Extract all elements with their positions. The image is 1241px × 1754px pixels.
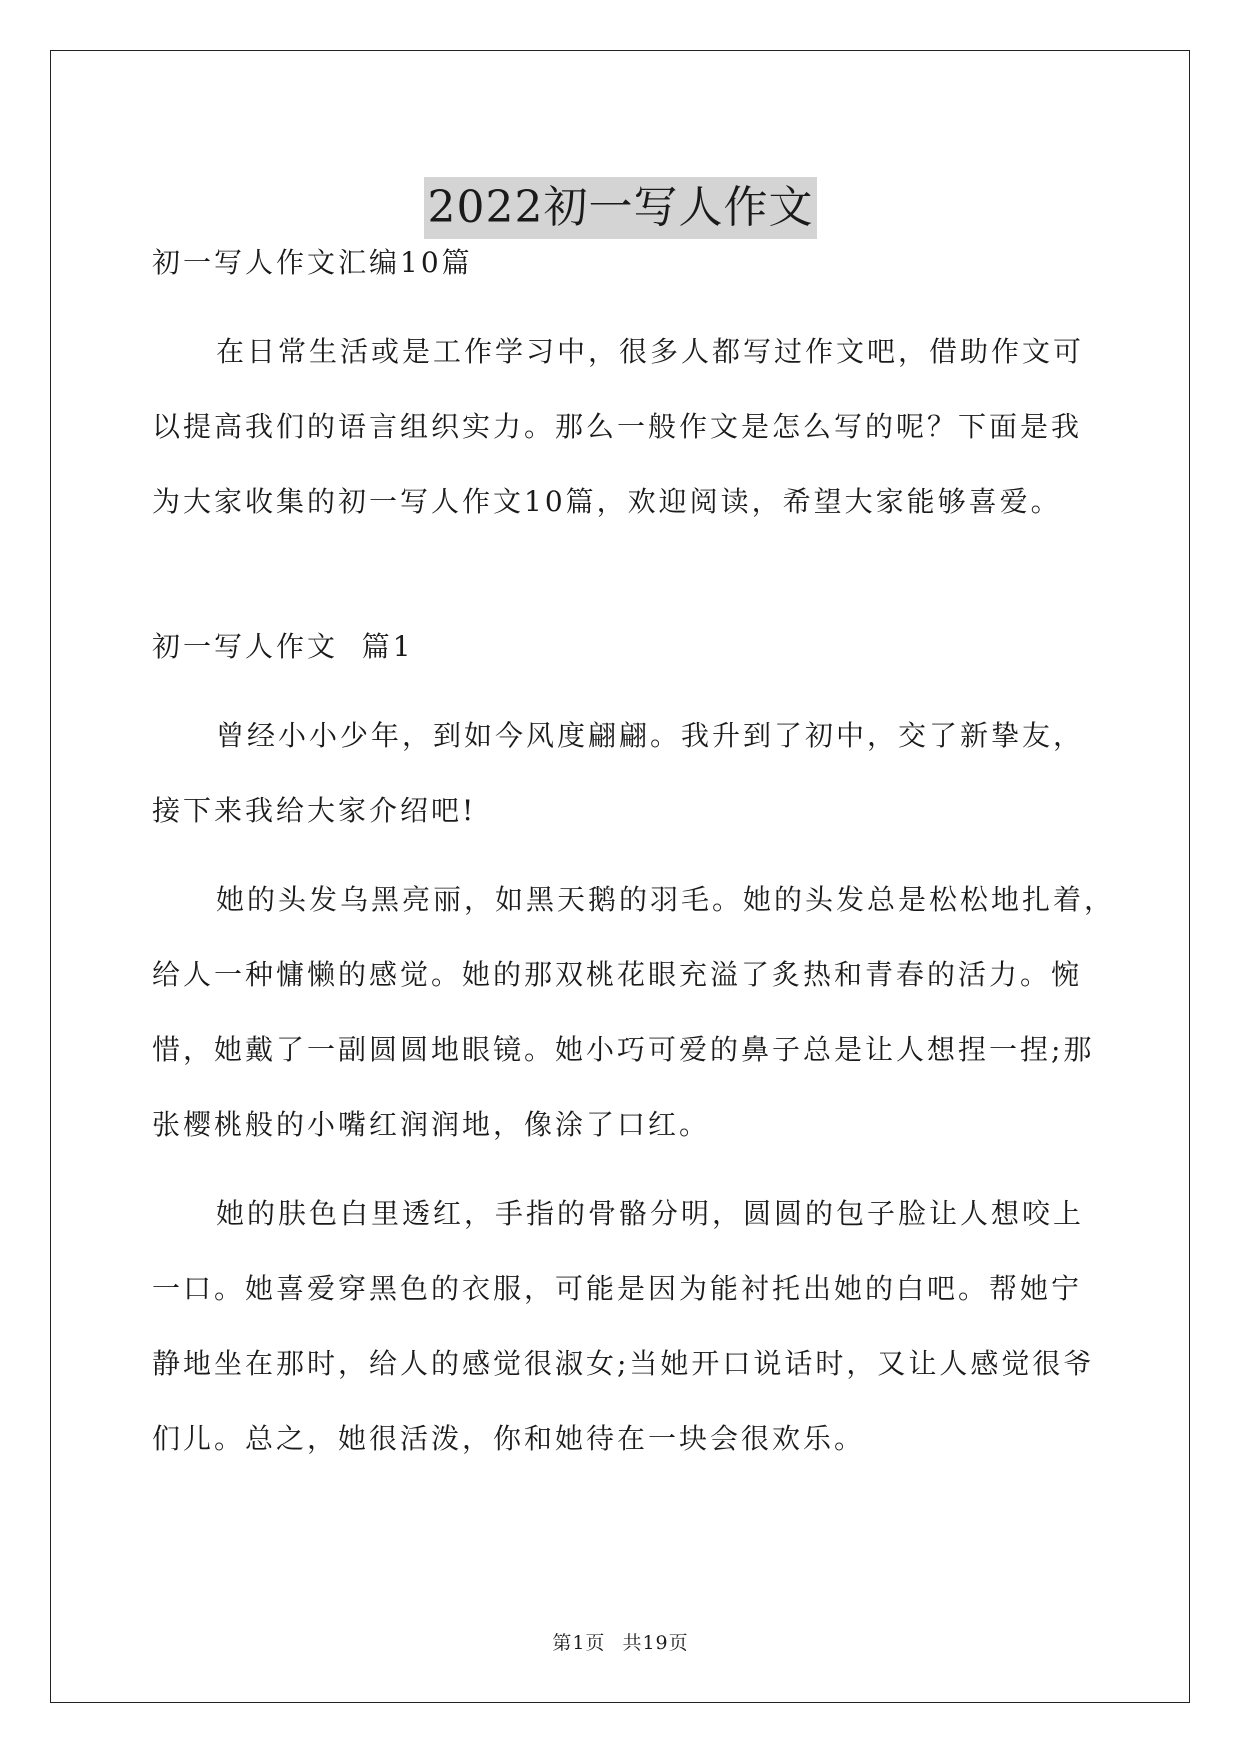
document-title: 2022初一写人作文 [424,177,818,239]
text-line: 张樱桃般的小嘴红润润地，像涂了口红。 [152,1108,711,1141]
page-number: 第1页 [552,1632,606,1654]
text-line: 以提高我们的语言组织实力。那么一般作文是怎么写的呢？下面是我 [152,410,1083,443]
text-line: 在日常生活或是工作学习中，很多人都写过作文吧，借助作文可 [216,335,1085,368]
document-body [152,225,1116,1476]
text-line: 接下来我给大家介绍吧! [152,794,477,827]
intro-paragraph [152,314,1092,539]
text-line: 她的头发乌黑亮丽，如黑天鹅的羽毛。她的头发总是松松地扎着， [216,883,1116,916]
paragraph-2 [152,862,1116,1162]
paragraph-1 [152,698,1092,848]
document-subtitle: 初一写人作文汇编10篇 [152,246,473,279]
text-line: 为大家收集的初一写人作文10篇，欢迎阅读，希望大家能够喜爱。 [152,485,1062,518]
text-line: 曾经小小少年，到如今风度翩翩。我升到了初中，交了新挚友， [216,719,1085,752]
text-line: 静地坐在那时，给人的感觉很淑女;当她开口说话时，又让人感觉很爷 [152,1347,1095,1380]
text-line: 她的肤色白里透红，手指的骨骼分明，圆圆的包子脸让人想咬上 [216,1197,1085,1230]
page-footer [0,1628,1241,1655]
text-line: 一口。她喜爱穿黑色的衣服，可能是因为能衬托出她的白吧。帮她宁 [152,1272,1083,1305]
text-line: 给人一种慵懒的感觉。她的那双桃花眼充溢了炙热和青春的活力。惋 [152,958,1083,991]
text-line: 们儿。总之，她很活泼，你和她待在一块会很欢乐。 [152,1422,866,1455]
section-heading: 初一写人作文 篇1 [152,630,414,663]
text-line: 惜，她戴了一副圆圆地眼镜。她小巧可爱的鼻子总是让人想捏一捏;那 [152,1033,1095,1066]
paragraph-3 [152,1176,1095,1476]
page-total: 共19页 [622,1632,689,1654]
